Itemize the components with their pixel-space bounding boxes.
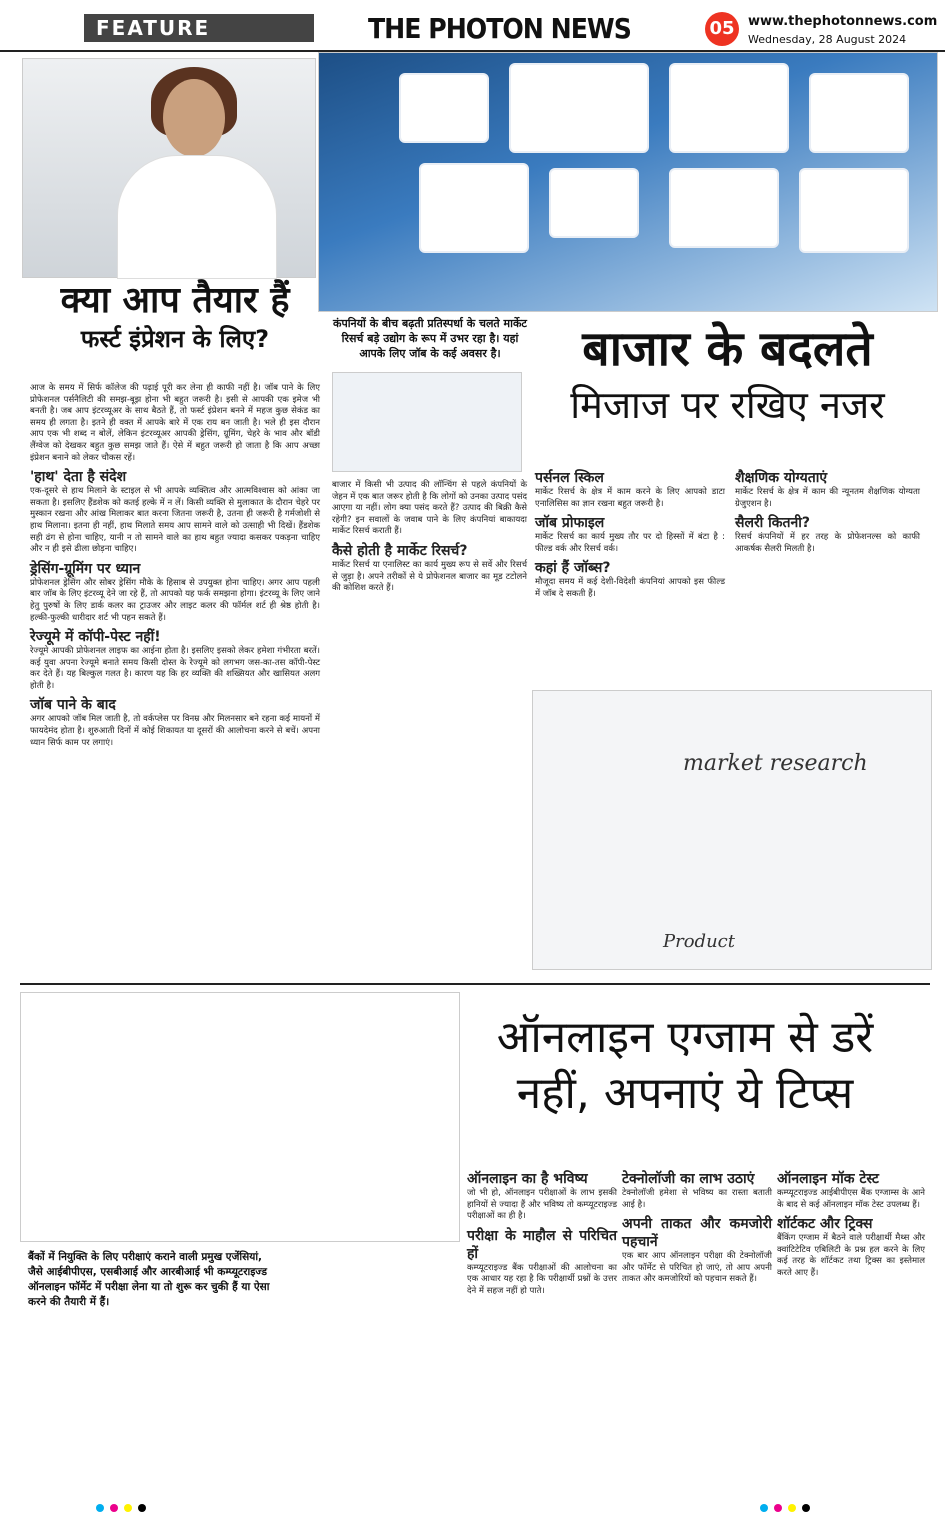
- article1-intro: आज के समय में सिर्फ कॉलेज की पढ़ाई पूरी कर लेना ही काफी नहीं है। जॉब पाने के लिए प्रोफेशनल पर्सनैलिटी की समझ-बूझ होना भी बहुत जरूरी है। इसी से आपकी एक इमेज भी बनती है। जब आप इंटरव्यूअर के साथ बैठते हैं, तो फर्स्ट इंप्रेशन बनने में महज कुछ सेकंड का समय ही लगता है। इतने ही वक्त में आपके बारे में एक राय बन जाती है। भले ही इस दौरान आप एक भी शब्द न बोलें, लेकिन इंटरव्यूअर आपकी ड्रेसिंग, ग्रूमिंग, चेहरे के भाव और बॉडी लैंग्वेज को देखकर बहुत कुछ समझ जाते हैं। ऐसे में बहुत जरूरी हो जाता है कि आप अच्छा इंप्रेशन बनाने को लेकर चौकस रहें।: [30, 383, 320, 463]
- article2-intro: बाजार में किसी भी उत्पाद की लॉन्चिंग से पहले कंपनियों के जेहन में एक बात जरूर होती है कि लोगों को उनका उत्पाद पसंद आएगा या नहीं। लोग क्या पसंद करते हैं? उत्पाद की बिक्री कैसे रहेगी? इन सवालों के जवाब पाने के लिए कंपनियां बाकायदा मार्केट रिसर्च कराती हैं।: [332, 480, 527, 537]
- issue-date: Wednesday, 28 August 2024: [748, 33, 907, 46]
- paper-title: THE PHOTON NEWS: [368, 12, 631, 45]
- registration-dot: [774, 1504, 782, 1512]
- article3-para-environment: कम्प्यूटराइज्ड बैंक परीक्षाओं की आलोचना का एक आधार यह रहा है कि परीक्षार्थी प्रश्नों के उत्तर देने में सहज नहीं हो पाते।: [467, 1262, 617, 1296]
- article1-subhead-handshake: 'हाथ' देता है संदेश: [30, 469, 127, 486]
- article3-headline-line2: नहीं, अपनाएं ये टिप्स: [516, 1068, 854, 1119]
- article2-subhead-education: शैक्षणिक योग्यताएं: [735, 470, 828, 486]
- article2-para-profile: मार्केट रिसर्च का कार्य मुख्य तौर पर दो हिस्सों में बंटा है : फील्ड वर्क और रिसर्च वर्क।: [535, 532, 725, 554]
- registration-dot: [96, 1504, 104, 1512]
- article3-para-future: जो भी हो, ऑनलाइन परीक्षाओं के लाभ इसकी हानियों से ज्यादा हैं और भविष्य तो कम्प्यूटराइज्ड परीक्षाओं का ही है।: [467, 1188, 617, 1222]
- article1-subhead-resume: रेज्यूमे में कॉपी-पेस्ट नहीं!: [30, 629, 161, 646]
- registration-dot: [124, 1504, 132, 1512]
- article2-para-jobs: मौजूदा समय में कई देशी-विदेशी कंपनियां आपको इस फील्ड में जॉब दे सकती हैं।: [535, 577, 725, 599]
- article3-col3: [622, 1166, 772, 1286]
- article2-subhead-jobs: कहां हैं जॉब्स?: [535, 560, 611, 577]
- article2-headline-line2: मिजाज पर रखिए नजर: [570, 383, 885, 427]
- article2-subhead-how: कैसे होती है मार्केट रिसर्च?: [332, 542, 468, 559]
- article1-para-dressing: प्रोफेशनल ड्रेसिंग और सोबर ड्रेसिंग मौके के हिसाब से उपयुक्त होना चाहिए। अगर आप पहली बार जॉब के लिए इंटरव्यू देने जा रहे हैं, तो आपको यह फर्क समझना होगा। इंटरव्यू के लिए जाने हेतु पुरुषों के लिए डार्क कलर का ट्राउजर और लाइट कलर की फॉर्मल शर्ट ही श्रेष्ठ होती है। हल्की-फुल्की धारीदार शर्ट भी पहन सकते हैं।: [30, 577, 320, 623]
- article3-para-tech: टेक्नोलॉजी हमेशा से भविष्य का रास्ता बताती आई है।: [622, 1188, 772, 1210]
- article3-col4: [777, 1166, 925, 1280]
- article2-para-education: मार्केट रिसर्च के क्षेत्र में काम की न्यूनतम शैक्षणिक योग्यता ग्रेजुएशन है।: [735, 487, 920, 509]
- article2-col3: [735, 465, 920, 555]
- market-research-label: market research: [683, 751, 868, 776]
- article2-col1: [332, 480, 527, 595]
- section-divider: [20, 983, 930, 985]
- article2-col2: [535, 465, 725, 601]
- article3-headline: [450, 1010, 920, 1122]
- article1-headline-line2: फर्स्ट इंप्रेशन के लिए?: [80, 325, 270, 353]
- product-label: Product: [663, 931, 735, 952]
- article2-subhead-profile: जॉब प्रोफाइल: [535, 515, 605, 532]
- market-research-photo: [532, 690, 932, 970]
- article1-subhead-after-job: जॉब पाने के बाद: [30, 697, 116, 714]
- article3-subhead-environment: परीक्षा के माहौल से परिचित हों: [467, 1227, 617, 1262]
- laptop-checklist-photo: [20, 992, 460, 1242]
- article2-para-skill: मार्केट रिसर्च के क्षेत्र में काम करने के लिए आपको डाटा एनालिसिस का ज्ञान रखना बहुत जरूरी है।: [535, 487, 725, 509]
- article3-subhead-tech: टेक्नोलॉजी का लाभ उठाएं: [622, 1171, 755, 1187]
- article1-headline-line1: क्या आप तैयार हैं: [60, 280, 290, 321]
- article2-para-how: मार्केट रिसर्च या एनालिस्ट का कार्य मुख्य रूप से सर्वे और रिसर्च से जुड़ा है। अपने तरीकों से ये प्रोफेशनल बाजार का मूड टटोलने की कोशिश करते हैं।: [332, 559, 527, 594]
- article3-headline-line1: ऑनलाइन एग्जाम से डरें: [496, 1012, 874, 1063]
- businesswoman-photo: [22, 58, 316, 278]
- page-number: 05: [705, 12, 739, 46]
- magnifier-photo: [332, 372, 522, 472]
- article2-para-salary: रिसर्च कंपनियों में हर तरह के प्रोफेशनल्स को काफी आकर्षक सैलरी मिलती है।: [735, 532, 920, 554]
- registration-dot: [788, 1504, 796, 1512]
- article1-subhead-dressing: ड्रेसिंग-ग्रूमिंग पर ध्यान: [30, 560, 141, 577]
- article3-para-strength: एक बार आप ऑनलाइन परीक्षा की टेक्नोलॉजी और फॉर्मेट से परिचित हो जाएं, तो आप अपनी ताकत और कमजोरियों को पहचान सकते हैं।: [622, 1251, 772, 1285]
- registration-dot: [760, 1504, 768, 1512]
- registration-dot: [110, 1504, 118, 1512]
- article3-subhead-shortcuts: शॉर्टकट और ट्रिक्स: [777, 1216, 873, 1233]
- article3-para-mock: कम्प्यूटराइज्ड आईबीपीएस बैंक एग्जाम्स के आने के बाद से कई ऑनलाइन मॉक टेस्ट उपलब्ध हैं।: [777, 1188, 925, 1210]
- registration-dot: [802, 1504, 810, 1512]
- article2-pull-quote: कंपनियों के बीच बढ़ती प्रतिस्पर्धा के चलते मार्केट रिसर्च बड़े उद्योग के रूप में उभर रहा है। यहां आपके लिए जॉब के कई अवसर है।: [333, 317, 527, 360]
- article1-para-resume: रेज्यूमे आपकी प्रोफेशनल लाइफ का आईना होता है। इसलिए इसको लेकर हमेशा गंभीरता बरतें। कई युवा अपना रेज्यूमे बनाते समय किसी दोस्त के रेज्यूमे को लगभग जस-का-तस कॉपी-पेस्ट कर देते हैं। यह बिल्कुल गलत है। कारण यह कि हर व्यक्ति की शख्सियत और खासियत अलग होती है।: [30, 646, 320, 691]
- article3-subhead-strength: अपनी ताकत और कमजोरी पहचानें: [622, 1216, 772, 1251]
- article1-body: [30, 383, 320, 749]
- article2-subhead-salary: सैलरी कितनी?: [735, 515, 811, 532]
- article2-headline: [535, 318, 920, 430]
- business-charts-photo: [318, 52, 938, 312]
- website-url[interactable]: www.thephotonnews.com: [748, 14, 938, 29]
- article1-para-after-job: अगर आपको जॉब मिल जाती है, तो वर्कप्लेस पर विनम्र और मिलनसार बने रहना कई मायनों में फायदेमंद होता है। शुरुआती दिनों में कोई शिकायत या दूसरों की आलोचना करने से बचें। अपना ध्यान सिर्फ काम पर लगाएं।: [30, 714, 320, 748]
- article3-col2: [467, 1166, 617, 1298]
- article3-subhead-future: ऑनलाइन का है भविष्य: [467, 1171, 588, 1187]
- registration-dot: [138, 1504, 146, 1512]
- article1-headline: [30, 282, 320, 358]
- section-label: FEATURE: [84, 14, 314, 42]
- article3-subhead-mock: ऑनलाइन मॉक टेस्ट: [777, 1171, 879, 1187]
- article1-para-handshake: एक-दूसरे से हाथ मिलाने के स्टाइल से भी आपके व्यक्तित्व और आत्मविश्वास को आंका जा सकता है। इसलिए हैंडशेक को कतई हल्के में न लें। किसी व्यक्ति से मुलाकात के दौरान चेहरे पर मुस्कान रखना और आंख मिलाकर बात करना जितना जरूरी है, उतना ही जरूरी है गर्मजोशी से हाथ मिलाना। इतना ही नहीं, हाथ मिलाते समय आप सामने वाले को उत्साही भी दिखें। हैंडशेक सही ढंग से होना चाहिए, यानी न तो सामने वाले का हाथ बहुत ज्यादा कसकर पकड़ना चाहिए और न ही इसे ढीला छोड़ना चाहिए।: [30, 486, 320, 555]
- article2-subhead-skill: पर्सनल स्किल: [535, 470, 604, 486]
- article2-headline-line1: बाजार के बदलते: [582, 321, 873, 377]
- article3-para-shortcuts: बैंकिंग एग्जाम में बैठने वाले परीक्षार्थी मैथ्स और क्वांटिटेटिव एबिलिटी के प्रश्न हल करने के लिए कई तरह के शॉर्टकट तथा ट्रिक्स का इस्तेमाल करते आए हैं।: [777, 1233, 925, 1278]
- article3-lead: बैंकों में नियुक्ति के लिए परीक्षाएं कराने वाली प्रमुख एजेंसियां, जैसे आईबीपीएस, एसबीआई और आरबीआई भी कम्प्यूटराइज्ड ऑनलाइन फॉर्मेट में परीक्षा लेना या तो शुरू कर चुकी हैं या ऐसा करने की तैयारी में हैं।: [28, 1251, 270, 1308]
